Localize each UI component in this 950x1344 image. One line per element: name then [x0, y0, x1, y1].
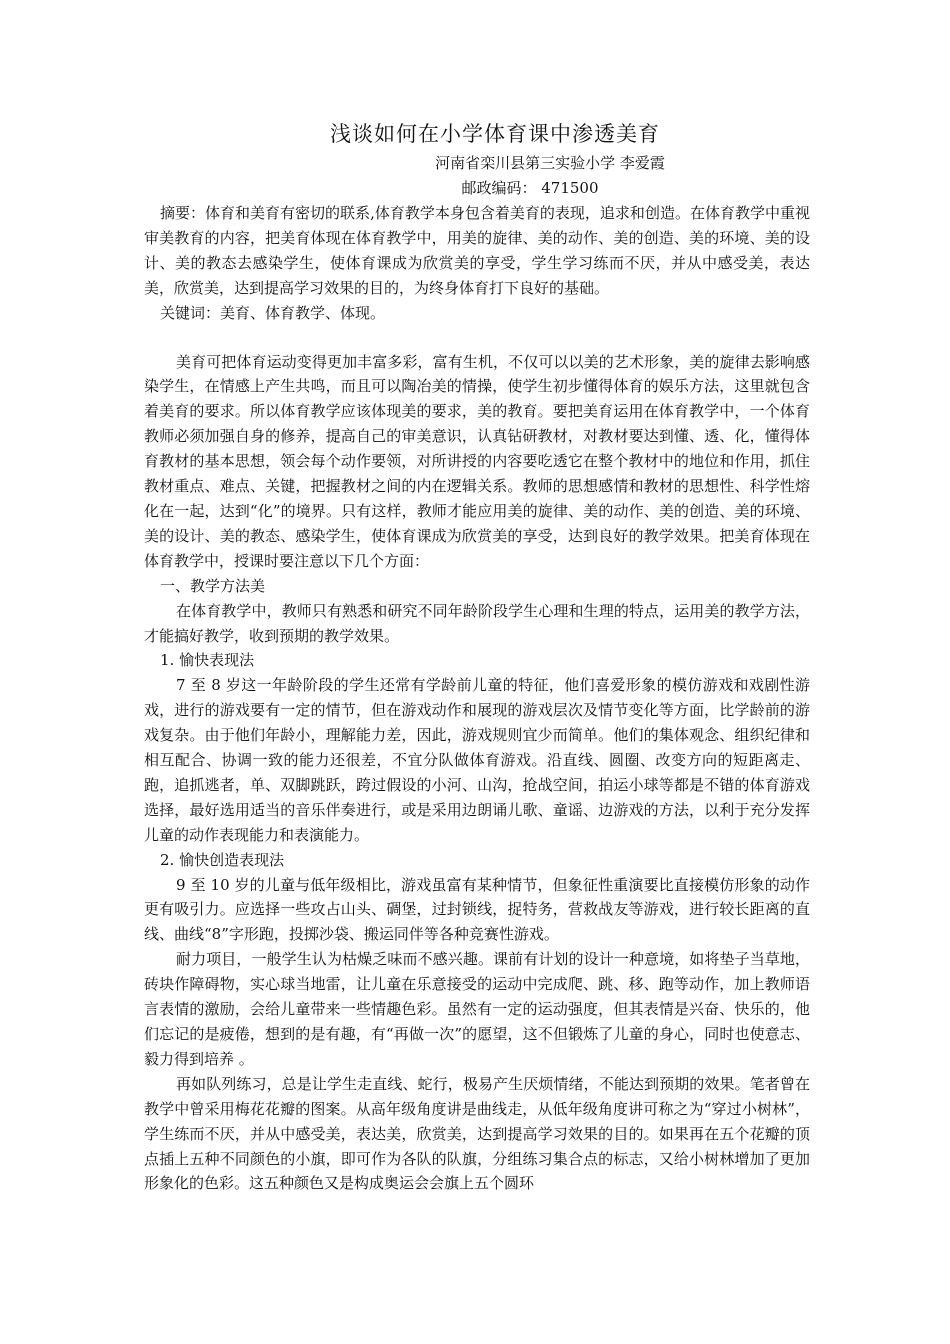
article-body [144, 201, 810, 1196]
abstract-paragraph: 摘要：体育和美育有密切的联系,体育教学本身包含着美育的表现，追求和创造。在体育教学中重视审美教育的内容，把美育体现在体育教学中，用美的旋律、美的动作、美的创造、美的环境、美的设计、美的教态去感染学生，使体育课成为欣赏美的享受，学生学习练而不厌，并从中感受美，表达美，欣赏美，达到提高学习效果的目的，为终身体育打下良好的基础。 [144, 204, 810, 297]
section-heading-1: 一、教学方法美 [160, 576, 266, 595]
paragraph-gap [144, 326, 810, 350]
subsection1-paragraph: 7 至 8 岁这一年龄阶段的学生还常有学龄前儿童的特征，他们喜爱形象的模仿游戏和戏剧性游戏，进行的游戏要有一定的情节，但在游戏动作和展现的游戏层次及情节变化等方面，比学龄前的游戏复杂。由于他们年龄小，理解能力差，因此，游戏规则宜少而简单。他们的集体观念、组织纪律和相互配合、协调一致的能力还很差，不宜分队做体育游戏。沿直线、圆圈、改变方向的短距离走、跑，追抓逃者，单、双脚跳跃，跨过假设的小河、山沟，抢战空间，拍运小球等都是不错的体育游戏选择，最好选用适当的音乐伴奏进行，或是采用边朗诵儿歌、童谣、边游戏的方法，以利于充分发挥儿童的动作表现能力和表演能力。 [144, 676, 810, 844]
subsection-heading-1: 1. 愉快表现法 [160, 651, 255, 670]
article-title: 浅谈如何在小学体育课中渗透美育 [330, 122, 660, 146]
postcode-line: 邮政编码： 471500 [461, 179, 599, 197]
keywords-line: 关键词：美育、体育教学、体现。 [160, 303, 386, 322]
intro-paragraph: 美育可把体育运动变得更加丰富多彩，富有生机，不仅可以以美的艺术形象，美的旋律去影响感染学生，在情感上产生共鸣，而且可以陶冶美的情操，使学生初步懂得体育的娱乐方法，这里就包含着美育的要求。所以体育教学应该体现美的要求，美的教育。要把美育运用在体育教学中，一个体育教师必须加强自身的修养，提高自己的审美意识，认真钻研教材，对教材要达到懂、透、化，懂得体育教材的基本思想，领会每个动作要领，对所讲授的内容要吃透它在整个教材中的地位和作用，抓住教材重点、难点、关键，把握教材之间的内在逻辑关系。教师的思想感情和教材的思想性、科学性熔化在一起，达到“化”的境界。只有这样，教师才能应用美的旋律、美的动作、美的创造、美的环境、美的设计、美的教态、感染学生，使体育课成为欣赏美的享受，达到良好的教学效果。把美育体现在体育教学中，授课时要注意以下几个方面： [144, 352, 810, 570]
subsection2-paragraph-2: 耐力项目，一般学生认为枯燥乏味而不感兴趣。课前有计划的设计一种意境，如将垫子当草地，砖块作障碍物，实心球当地雷，让儿童在乐意接受的运动中完成爬、跳、移、跑等动作，加上教师语言表情的激励，会给儿童带来一些情趣色彩。虽然有一定的运动强度，但其表情是兴奋、快乐的，他们忘记的是疲倦，想到的是有趣，有“再做一次”的愿望，这不但锻炼了儿童的身心，同时也使意志、毅力得到培养 。 [144, 950, 810, 1068]
subsection2-paragraph-1: 9 至 10 岁的儿童与低年级相比，游戏虽富有某种情节，但象征性重演要比直接模仿形象的动作更有吸引力。应选择一些攻占山头、碉堡，过封锁线，捉特务，营救战友等游戏，进行较长距离的直线、曲线“8”字形跑，投掷沙袋、搬运同伴等各种竞赛性游戏。 [144, 875, 810, 944]
subsection2-paragraph-3: 再如队列练习，总是让学生走直线、蛇行，极易产生厌烦情绪，不能达到预期的效果。笔者曾在教学中曾采用梅花花瓣的图案。从高年级角度讲是曲线走，从低年级角度讲可称之为“穿过小树林”，学生练而不厌，并从中感受美，表达美，欣赏美，达到提高学习效果的目的。如果再在五个花瓣的顶点插上五种不同颜色的小旗，即可作为各队的队旗，分组练习集合点的标志，又给小树林增加了更加形象化的色彩。这五种颜色又是构成奥运会会旗上五个圆环 [144, 1074, 810, 1193]
section1-paragraph: 在体育教学中，教师只有熟悉和研究不同年龄阶段学生心理和生理的特点，运用美的教学方法，才能搞好教学，收到预期的教学效果。 [144, 601, 810, 645]
author-line: 河南省栾川县第三实验小学 李爱霞 [435, 154, 665, 172]
subsection-heading-2: 2. 愉快创造表现法 [160, 850, 285, 869]
